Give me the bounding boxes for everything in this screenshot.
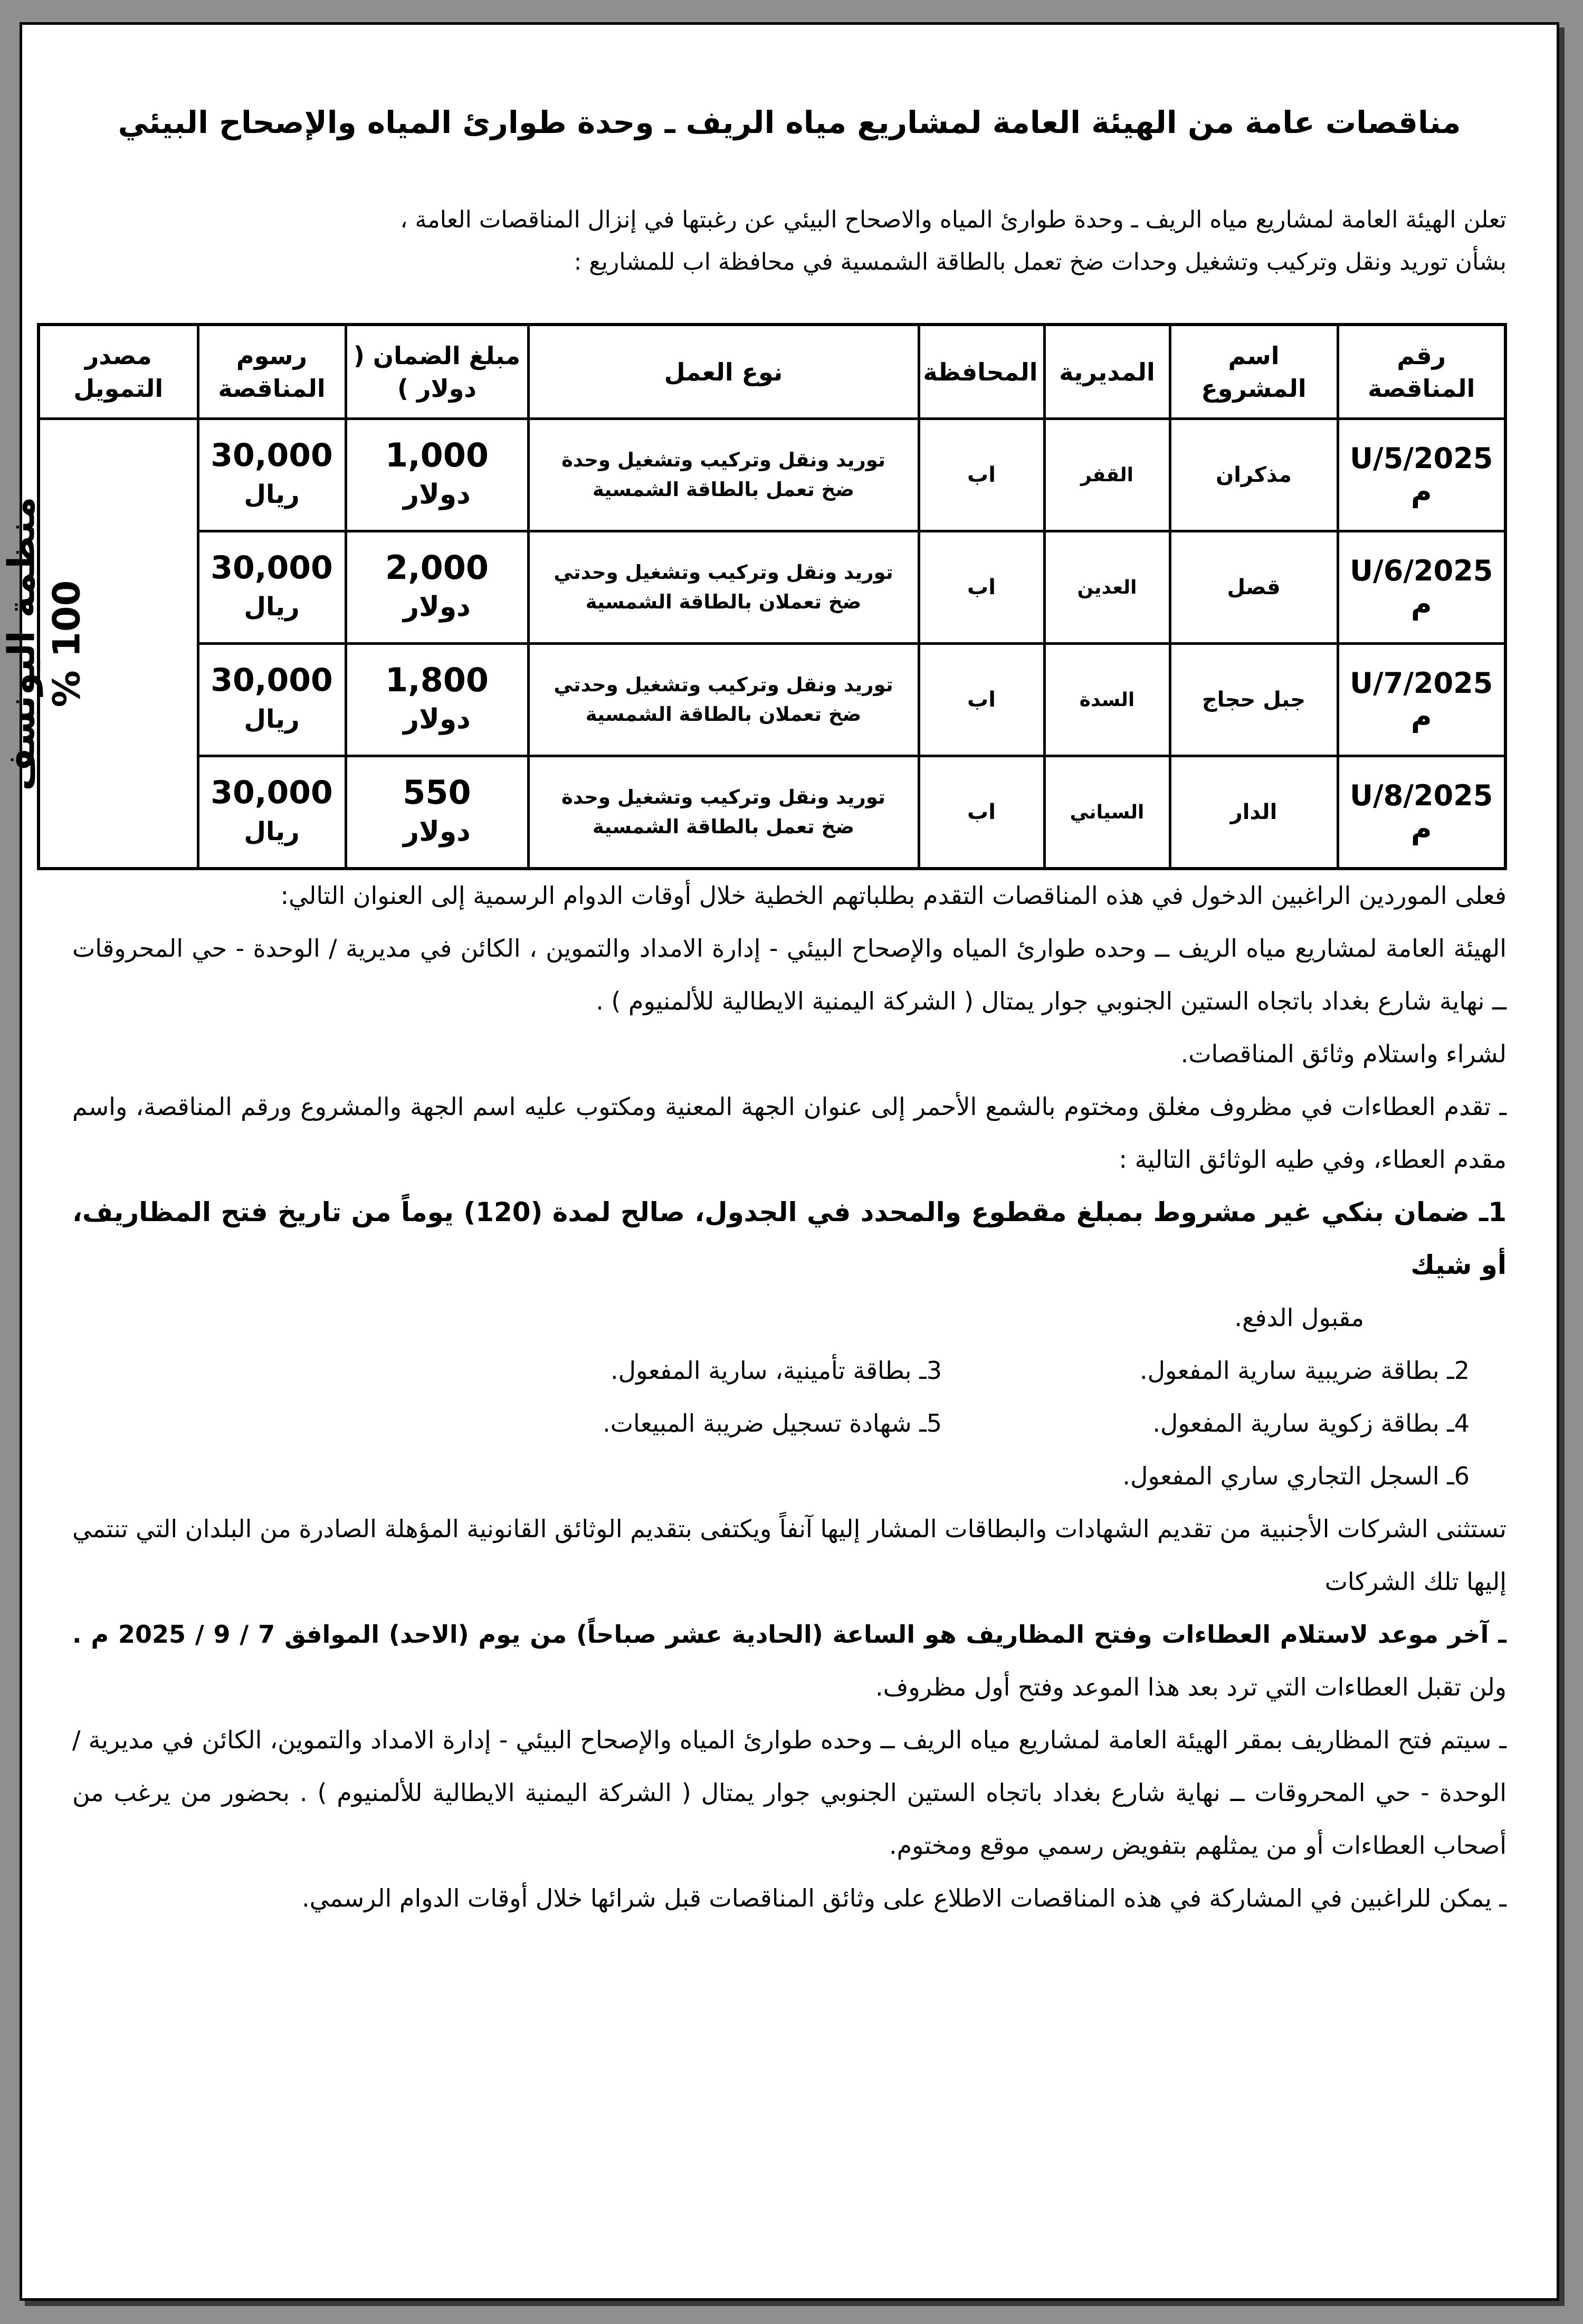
header-fees: رسوم المناقصة <box>198 325 346 419</box>
fees-cell <box>198 756 346 869</box>
doc-item-5: 5ـ شهادة تسجيل ضريبة المبيعات. <box>603 1409 942 1437</box>
directorate-cell: السدة <box>1045 644 1170 756</box>
suppliers-paragraph: فعلى الموردين الراغبين الدخول في هذه المناقصات التقدم بطلباتهم الخطية خلال أوقات الدوام الرسمية إلى العنوان التالي: <box>281 881 1507 910</box>
table-row <box>39 419 1506 531</box>
governorate-cell: اب <box>919 644 1045 756</box>
guarantee-unit: دولار <box>404 591 471 623</box>
funding-source-percent: 100 % <box>45 580 89 707</box>
intro-paragraph <box>73 199 1507 283</box>
tender-no-cell: 2025/U/8 م <box>1338 756 1506 869</box>
work-line-1: توريد ونقل وتركيب وتشغيل وحدتي <box>554 561 894 584</box>
fees-unit: ريال <box>244 480 300 509</box>
directorate-cell: القفر <box>1045 419 1170 531</box>
header-directorate: المديرية <box>1045 325 1170 419</box>
work-cell <box>529 644 919 756</box>
work-line-2: ضخ تعملان بالطاقة الشمسية <box>586 590 862 613</box>
tender-no-cell: 2025/U/7 م <box>1338 644 1506 756</box>
tenders-table <box>0 323 1508 870</box>
work-line-1: توريد ونقل وتركيب وتشغيل وحدتي <box>554 673 894 696</box>
guarantee-unit: دولار <box>404 479 471 510</box>
header-guarantee: مبلغ الضمان ( دولار ) <box>346 325 529 419</box>
guarantee-unit: دولار <box>404 816 471 847</box>
header-governorate: المحافظة <box>919 325 1045 419</box>
address-paragraph: الهيئة العامة لمشاريع مياه الريف ــ وحده طوارئ المياه والإصحاح البيئي - إدارة الامداد والتموين ، الكائن في مديرية / الوحدة - حي المحروقات ــ نهاية شارع بغداد باتجاه الستين الجنوبي جوار يمتال ( الشركة اليمنية الايطالية للألمنيوم ) . <box>73 934 1507 1015</box>
directorate-cell: العدين <box>1045 531 1170 644</box>
fees-amount: 30,000 <box>211 774 333 811</box>
intro-line-2: بشأن توريد ونقل وتركيب وتشغيل وحدات ضخ تعمل بالطاقة الشمسية في محافظة اب للمشاريع : <box>574 249 1507 275</box>
doc-item-3: 3ـ بطاقة تأمينية، سارية المفعول. <box>611 1356 942 1385</box>
intro-line-1: تعلن الهيئة العامة لمشاريع مياه الريف ـ وحدة طوارئ المياه والاصحاح البيئي عن رغبتها في إنزال المناقصات العامة ، <box>400 206 1507 233</box>
work-cell <box>529 531 919 644</box>
deadline-note: ولن تقبل العطاءات التي ترد بعد هذا الموعد وفتح أول مظروف. <box>876 1673 1507 1701</box>
documents-list <box>415 1344 1470 1502</box>
guarantee-unit: دولار <box>404 703 471 735</box>
fees-cell <box>198 419 346 531</box>
guarantee-amount: 2,000 <box>385 548 490 587</box>
guarantee-cell <box>346 531 529 644</box>
fees-amount: 30,000 <box>211 437 333 474</box>
work-line-2: ضخ تعمل بالطاقة الشمسية <box>593 478 855 501</box>
fees-unit: ريال <box>244 592 300 622</box>
governorate-cell: اب <box>919 419 1045 531</box>
fees-amount: 30,000 <box>211 662 333 699</box>
fees-amount: 30,000 <box>211 549 333 586</box>
work-line-2: ضخ تعملان بالطاقة الشمسية <box>586 703 862 726</box>
submission-paragraph: ـ تقدم العطاءات في مظروف مغلق ومختوم بالشمع الأحمر إلى عنوان الجهة المعنية ومكتوب عليه اسم الجهة والمشروع ورقم المناقصة، واسم مقدم العطاء، وفي طيه الوثائق التالية : <box>73 1092 1507 1174</box>
doc-item-1: 1ـ ضمان بنكي غير مشروط بمبلغ مقطوع والمحدد في الجدول، صالح لمدة (120) يوماً من تاريخ فتح المظاريف، أو شيك <box>73 1197 1507 1280</box>
doc-item-4: 4ـ بطاقة زكوية سارية المفعول. <box>1153 1409 1470 1437</box>
guarantee-cell <box>346 756 529 869</box>
tender-no-cell: 2025/U/6 م <box>1338 531 1506 644</box>
fees-unit: ريال <box>244 704 300 734</box>
deadline-statement: ـ آخر موعد لاستلام العطاءات وفتح المظاريف هو الساعة (الحادية عشر صباحاً) من يوم (الاحد) الموافق 7 / 9 / 2025 م . <box>73 1620 1507 1649</box>
purchase-paragraph: لشراء واستلام وثائق المناقصات. <box>1181 1040 1507 1068</box>
funding-source-text <box>0 497 90 790</box>
header-source: مصدر التمويل <box>39 325 198 419</box>
directorate-cell: السياني <box>1045 756 1170 869</box>
fees-unit: ريال <box>244 817 300 846</box>
review-paragraph: ـ يمكن للراغبين في المشاركة في هذه المناقصات الاطلاع على وثائق المناقصات قبل شرائها خلال أوقات الدوام الرسمي. <box>302 1884 1507 1912</box>
table-row <box>39 756 1506 869</box>
doc-item-2: 2ـ بطاقة ضريبية سارية المفعول. <box>1140 1356 1470 1385</box>
guarantee-cell <box>346 419 529 531</box>
work-cell <box>529 756 919 869</box>
funding-source-cell <box>0 419 198 869</box>
governorate-cell: اب <box>919 531 1045 644</box>
guarantee-amount: 1,800 <box>385 661 490 699</box>
governorate-cell: اب <box>919 756 1045 869</box>
guarantee-amount: 1,000 <box>385 436 490 474</box>
document-page <box>0 22 1560 2301</box>
project-cell: مذكران <box>1170 419 1338 531</box>
project-cell: قصل <box>1170 531 1338 644</box>
header-project: اسم المشروع <box>1170 325 1338 419</box>
work-cell <box>529 419 919 531</box>
document-body <box>73 869 1507 1925</box>
header-tender-no: رقم المناقصة <box>1338 325 1506 419</box>
work-line-1: توريد ونقل وتركيب وتشغيل وحدة <box>562 786 886 808</box>
funding-source-name: منظمة اليونسف <box>0 496 44 791</box>
doc-item-6: 6ـ السجل التجاري ساري المفعول. <box>1123 1462 1470 1490</box>
table-row <box>39 644 1506 756</box>
tender-no-cell: 2025/U/5 م <box>1338 419 1506 531</box>
document-title: مناقصات عامة من الهيئة العامة لمشاريع مياه الريف ـ وحدة طوارئ المياه والإصحاح البيئي <box>118 104 1462 140</box>
deadline-paragraph <box>73 1608 1507 1713</box>
work-line-2: ضخ تعمل بالطاقة الشمسية <box>593 815 855 838</box>
project-cell: الدار <box>1170 756 1338 869</box>
guarantee-amount: 550 <box>403 773 472 812</box>
doc-item-1-continued: مقبول الدفع. <box>1235 1303 1365 1332</box>
foreign-companies-paragraph: تستثنى الشركات الأجنبية من تقديم الشهادات والبطاقات المشار إليها آنفاً ويكتفى بتقديم الوثائق القانونية المؤهلة الصادرة من البلدان التي تنتمي إليها تلك الشركات <box>73 1515 1507 1596</box>
work-line-1: توريد ونقل وتركيب وتشغيل وحدة <box>562 449 886 471</box>
fees-cell <box>198 531 346 644</box>
header-work: نوع العمل <box>529 325 919 419</box>
opening-paragraph: ـ سيتم فتح المظاريف بمقر الهيئة العامة لمشاريع مياه الريف ــ وحده طوارئ المياه والإصحاح البيئي - إدارة الامداد والتموين، الكائن في مديرية / الوحدة - حي المحروقات ــ نهاية شارع بغداد باتجاه الستين الجنوبي جوار يمتال ( الشركة اليمنية الايطالية للألمنيوم ) . بحضور من يرغب من أصحاب العطاءات أو من يمثلهم بتفويض رسمي موقع ومختوم. <box>73 1726 1507 1860</box>
fees-cell <box>198 644 346 756</box>
project-cell: جبل حجاج <box>1170 644 1338 756</box>
table-row <box>39 531 1506 644</box>
table-header-row <box>39 325 1506 419</box>
guarantee-cell <box>346 644 529 756</box>
